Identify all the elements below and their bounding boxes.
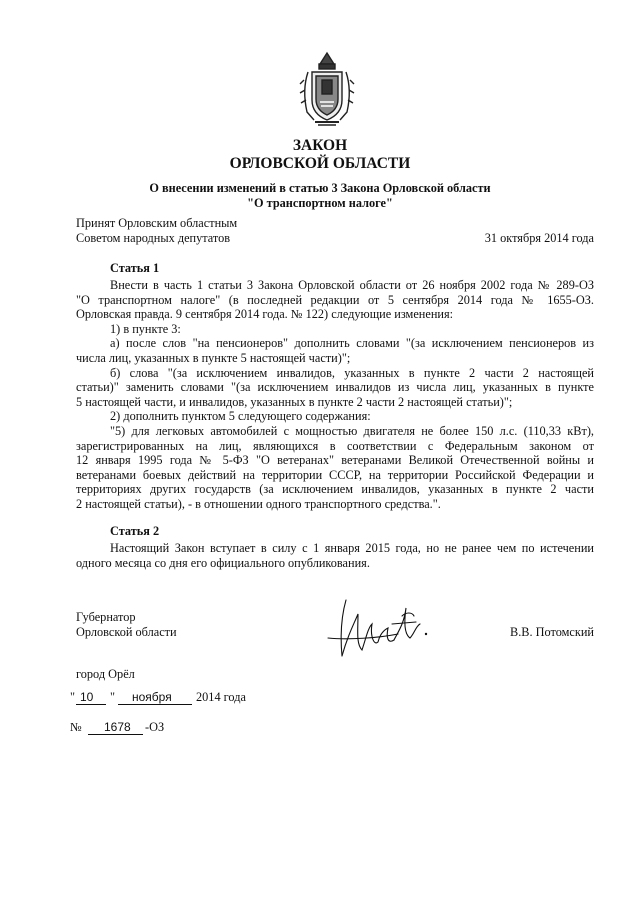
article2-heading: Статья 2 — [110, 524, 160, 538]
governor-position-line1: Губернатор — [76, 610, 136, 624]
article1-line: Орловская правда. 9 сентября 2014 года. № 122) следующие изменения: — [76, 307, 454, 322]
region-title: ОРЛОВСКОЙ ОБЛАСТИ — [229, 155, 411, 172]
article1-line: "5) для легковых автомобилей с мощностью двигателя не более 150 л.с. (110,33 кВт), — [110, 424, 594, 438]
article1-line: числа лиц, указанных в пункте 5 настоящей части)"; — [76, 351, 351, 365]
coat-of-arms-emblem — [298, 50, 356, 128]
article1-line: статьи)" заменить словами "(за исключением инвалидов из числа лиц, указанных в пункте — [76, 380, 594, 395]
governor-position-line2: Орловской области — [76, 625, 177, 639]
article2-line: одного месяца со дня его официального опубликования. — [76, 555, 370, 570]
article1-line: территориях других государств (за исключением инвалидов, указанных в пункте 2 части — [76, 482, 594, 497]
date-close-quote: " — [110, 690, 116, 704]
date-day: 10 — [80, 690, 94, 704]
adoption-line1: Принят Орловским областным — [76, 216, 238, 230]
article1-line: б) слова "(за исключением инвалидов, указанных в пункте 2 части 2 настоящей — [110, 365, 594, 380]
adoption-date: 31 октября 2014 года — [484, 231, 594, 245]
law-number: 1678 — [104, 720, 131, 734]
number-suffix: -ОЗ — [145, 720, 165, 734]
city-name: город Орёл — [76, 667, 135, 681]
number-sign: № — [70, 720, 82, 734]
article1-line: а) после слов "на пенсионеров" дополнить словами "(за исключением пенсионеров из — [110, 336, 594, 351]
article2-line: Настоящий Закон вступает в силу с 1 января 2015 года, но не ранее чем по истечении — [110, 541, 594, 555]
document-type-title: ЗАКОН — [292, 137, 348, 154]
article1-line: ветеранами боевых действий на территории СССР, на территории Российской Федерации и — [76, 467, 594, 482]
date-open-quote: " — [70, 690, 76, 704]
date-month: ноября — [132, 690, 172, 704]
adoption-line2: Советом народных депутатов — [76, 231, 231, 245]
article1-line: "О транспортном налоге" (в последней редакции от 5 сентября 2014 года № 1655-ОЗ. — [76, 292, 594, 307]
article1-line: 1) в пункте 3: — [110, 321, 181, 336]
article1-line: 2 настоящей статьи), - в отношении одного транспортного средства.". — [76, 497, 441, 511]
law-subtitle-line1: О внесении изменений в статью 3 Закона Орловской области — [149, 181, 491, 195]
governor-name: В.В. Потомский — [510, 625, 594, 639]
handwritten-signature — [318, 594, 430, 664]
date-year: 2014 года — [196, 690, 246, 704]
article1-line: зарегистрированных на лиц, являющихся в соответствии с Федеральным законом от — [76, 438, 594, 453]
article1-line: 12 января 1995 года № 5-ФЗ "О ветеранах" ветеранами Великой Отечественной войны и — [76, 453, 594, 468]
law-subtitle-line2: "О транспортном налоге" — [247, 196, 393, 210]
article1-line: 5 настоящей части, и инвалидов, указанных в пункте 2 части 2 настоящей статьи)"; — [76, 394, 513, 409]
article1-line: 2) дополнить пунктом 5 следующего содержания: — [110, 409, 371, 424]
article1-heading: Статья 1 — [110, 261, 160, 275]
article1-line: Внести в часть 1 статьи 3 Закона Орловской области от 26 ноября 2002 года № 289-ОЗ — [110, 278, 594, 292]
